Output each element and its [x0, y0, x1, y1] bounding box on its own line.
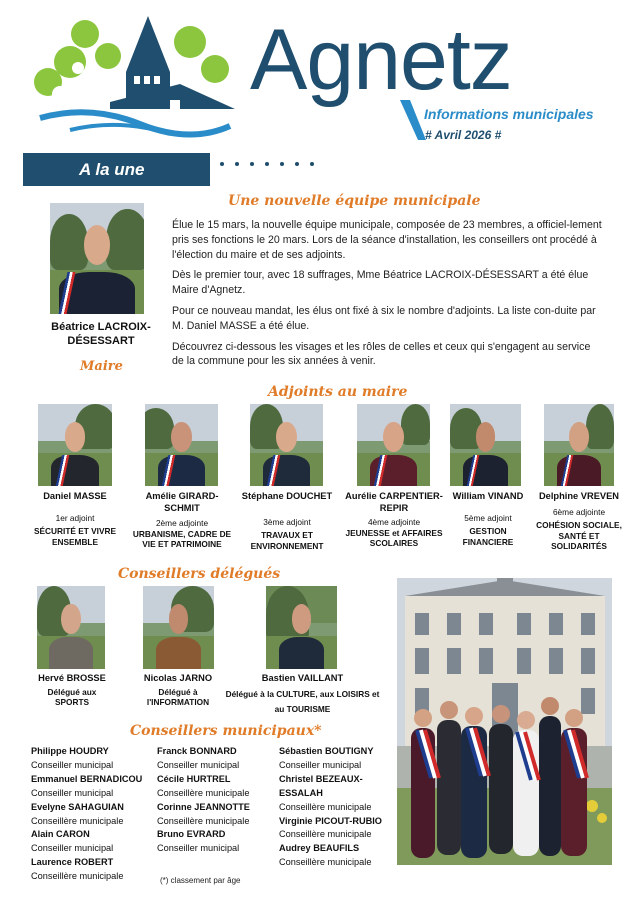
councillor-role: Conseillère municipale [157, 787, 250, 798]
footnote: (*) classement par âge [160, 876, 241, 885]
paragraph: Découvrez ci-dessous les visages et les rôles de celles et ceux qui s'engagent au service de la commune pour les six années à venir. [172, 340, 591, 368]
delegue-name: Bastien VAILLANT [261, 673, 344, 683]
adjoint-card [30, 491, 120, 547]
adjoint-role: SÉCURITÉ ET VIVRE ENSEMBLE [33, 526, 117, 547]
municipaux-heading: Conseillers municipaux* [130, 723, 322, 739]
slash-decoration [400, 100, 426, 140]
delegue-card [26, 673, 118, 708]
councillor-name: Laurence ROBERT [31, 857, 114, 868]
councillor-name: Christel BEZEAUX-ESSALAH [279, 773, 363, 798]
delegue-role: Délégué à la CULTURE, aux LOISIRS et au TOURISME [225, 688, 380, 714]
adjoint-name: Delphine VREVEN [538, 491, 620, 501]
article-title: Une nouvelle équipe municipale [228, 193, 481, 209]
councillor-name: Sébastien BOUTIGNY [279, 746, 374, 756]
adjoint-role: JEUNESSE et AFFAIRES SCOLAIRES [345, 527, 443, 548]
councillor-role: Conseillère municipale [279, 829, 372, 840]
adjoint-name: William VINAND [452, 491, 524, 501]
councillor-name: Philippe HOUDRY [31, 746, 109, 756]
delegue-role: Délégué aux SPORTS [47, 686, 97, 707]
council-group-photo [397, 578, 612, 865]
adjoint-photo [250, 404, 323, 486]
councillor-role: Conseillère municipale [31, 871, 124, 882]
councillor-name: Bruno EVRARD [157, 829, 226, 840]
adjoints-heading: Adjoints au maire [268, 384, 408, 400]
adjoint-name: Stéphane DOUCHET [241, 491, 333, 501]
adjoint-photo [38, 404, 112, 486]
delegue-card [132, 673, 224, 708]
councillor-column [31, 745, 155, 884]
delegue-photo [266, 586, 337, 669]
adjoint-card [128, 491, 236, 550]
section-banner: A la une [23, 153, 210, 186]
councillor-role: Conseillère municipale [279, 801, 372, 812]
paragraph: Pour ce nouveau mandat, les élus ont fixé à six le nombre d'adjoints. La liste con-duite par M. Daniel MASSE a été élue. [172, 304, 596, 332]
councillor-role: Conseillère municipale [31, 815, 124, 826]
adjoint-role: URBANISME, CADRE DE VIE ET PATRIMOINE [132, 528, 232, 549]
adjoint-card [532, 491, 626, 552]
issue-date: # Avril 2026 # [425, 128, 502, 142]
adjoint-name: Amélie GIRARD-SCHMIT [145, 491, 219, 513]
councillor-name: Cécile HURTREL [157, 773, 231, 784]
delegue-card [225, 673, 380, 717]
delegue-name: Nicolas JARNO [143, 673, 213, 683]
councillor-name: Corinne JEANNOTTE [157, 801, 250, 812]
mayor-name: Béatrice LACROIX-DÉSESSART [51, 321, 151, 347]
mayor-role: Maire [80, 359, 123, 374]
adjoint-photo [544, 404, 614, 486]
councillor-role: Conseiller municipal [279, 759, 362, 770]
adjoint-photo [450, 404, 521, 486]
councillor-role: Conseiller municipal [157, 843, 240, 854]
mayor-photo [50, 203, 144, 314]
delegue-photo [143, 586, 214, 669]
councillor-role: Conseillère municipale [279, 857, 372, 868]
adjoint-role: TRAVAUX ET ENVIRONNEMENT [250, 530, 324, 551]
delegues-heading: Conseillers délégués [118, 566, 281, 582]
adjoint-rank: 6ème adjointe [552, 506, 606, 517]
adjoint-card [237, 491, 337, 551]
adjoint-role: GESTION FINANCIERE [462, 526, 514, 547]
adjoint-rank: 3ème adjoint [263, 516, 311, 527]
councillor-column [157, 745, 275, 856]
councillor-role: Conseiller municipal [157, 759, 240, 770]
adjoint-photo [145, 404, 218, 486]
councillor-role: Conseiller municipal [31, 843, 114, 854]
adjoint-role: COHÉSION SOCIALE, SANTÉ ET SOLIDARITÉS [536, 520, 622, 551]
adjoint-card [340, 491, 448, 549]
councillor-name: Evelyne SAHAGUIAN [31, 801, 124, 812]
adjoint-rank: 2ème adjointe [155, 518, 209, 528]
councillor-name: Franck BONNARD [157, 746, 237, 756]
publication-subtitle: Informations municipales [424, 106, 594, 122]
delegue-name: Hervé BROSSE [38, 673, 106, 683]
brand-title: Agnetz [250, 12, 512, 108]
village-church-logo [30, 14, 240, 144]
article-body [172, 218, 604, 375]
councillor-name: Virginie PICOUT-RUBIO [279, 815, 382, 826]
councillor-name: Alain CARON [31, 829, 90, 840]
adjoint-photo [357, 404, 430, 486]
adjoint-rank: 4ème adjointe [367, 517, 421, 527]
delegue-photo [37, 586, 105, 669]
councillor-column [279, 745, 391, 870]
adjoint-name: Daniel MASSE [43, 491, 107, 501]
paragraph: Élue le 15 mars, la nouvelle équipe municipale, composée de 23 membres, a officiel-lement pris ses fonctions le 20 mars. Lors de la séance d'installation, les conseillers ont procédé à l'élection du maire et de ses adjoints. [172, 219, 602, 261]
councillor-role: Conseiller municipal [31, 787, 114, 798]
councillor-name: Audrey BEAUFILS [279, 843, 360, 854]
councillor-name: Emmanuel BERNADICOU [31, 773, 143, 784]
banner-dots [220, 162, 314, 166]
paragraph: Dès le premier tour, avec 18 suffrages, Mme Béatrice LACROIX-DÉSESSART a été élue Maire d'Agnetz. [172, 269, 589, 297]
delegue-role: Délégué à l'INFORMATION [146, 686, 210, 707]
adjoint-rank: 5ème adjoint [464, 512, 512, 523]
adjoint-rank: 1er adjoint [55, 512, 95, 523]
councillor-role: Conseiller municipal [31, 759, 114, 770]
adjoint-name: Aurélie CARPENTIER-REPIR [345, 491, 443, 513]
adjoint-card [444, 491, 532, 547]
councillor-role: Conseillère municipale [157, 815, 250, 826]
